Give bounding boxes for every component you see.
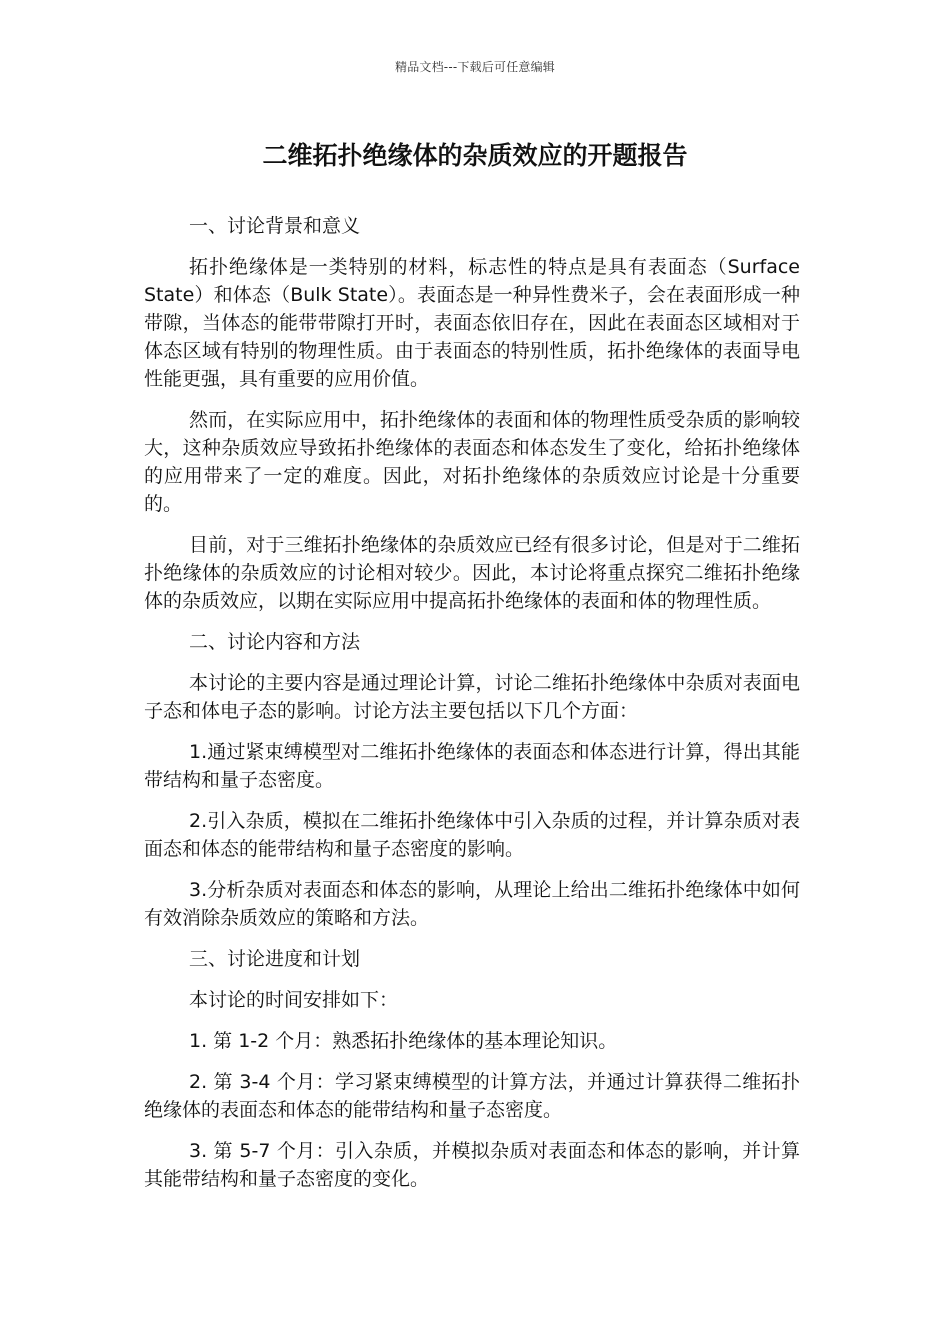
- paragraph: 本讨论的时间安排如下：: [189, 989, 399, 1011]
- header-note: 精品文档---下载后可任意编辑: [395, 60, 555, 74]
- section-heading-schedule: 三、讨论进度和计划: [189, 948, 361, 970]
- document-body: [144, 212, 800, 1206]
- list-item: 3.分析杂质对表面态和体态的影响，从理论上给出二维拓扑绝缘体中如何有效消除杂质效应的策略和方法。: [144, 879, 800, 929]
- list-item: 1. 第 1-2 个月：熟悉拓扑绝缘体的基本理论知识。: [189, 1030, 618, 1052]
- paragraph: 然而，在实际应用中，拓扑绝缘体的表面和体的物理性质受杂质的影响较大，这种杂质效应导致拓扑绝缘体的表面态和体态发生了变化，给拓扑绝缘体的应用带来了一定的难度。因此，对拓扑绝缘体的杂质效应讨论是十分重要的。: [144, 409, 800, 515]
- list-item: 2. 第 3-4 个月：学习紧束缚模型的计算方法，并通过计算获得二维拓扑绝缘体的表面态和体态的能带结构和量子态密度。: [144, 1071, 800, 1121]
- list-item: 1.通过紧束缚模型对二维拓扑绝缘体的表面态和体态进行计算，得出其能带结构和量子态密度。: [144, 741, 800, 791]
- document-title: 二维拓扑绝缘体的杂质效应的开题报告: [262, 141, 688, 170]
- paragraph: 目前，对于三维拓扑绝缘体的杂质效应已经有很多讨论，但是对于二维拓扑绝缘体的杂质效应的讨论相对较少。因此，本讨论将重点探究二维拓扑绝缘体的杂质效应，以期在实际应用中提高拓扑绝缘体的表面和体的物理性质。: [144, 534, 800, 612]
- paragraph: 本讨论的主要内容是通过理论计算，讨论二维拓扑绝缘体中杂质对表面电子态和体电子态的影响。讨论方法主要包括以下几个方面：: [144, 672, 800, 722]
- paragraph: 拓扑绝缘体是一类特别的材料，标志性的特点是具有表面态（Surface State）和体态（Bulk State）。表面态是一种异性费米子，会在表面形成一种带隙，当体态的能带带隙打开时，表面态依旧存在，因此在表面态区域相对于体态区域有特别的物理性质。由于表面态的特别性质，拓扑绝缘体的表面导电性能更强，具有重要的应用价值。: [144, 256, 800, 390]
- section-heading-background: 一、讨论背景和意义: [189, 215, 361, 237]
- list-item: 2.引入杂质，模拟在二维拓扑绝缘体中引入杂质的过程，并计算杂质对表面态和体态的能带结构和量子态密度的影响。: [144, 810, 800, 860]
- section-heading-content-methods: 二、讨论内容和方法: [189, 631, 361, 653]
- list-item: 3. 第 5-7 个月：引入杂质，并模拟杂质对表面态和体态的影响，并计算其能带结构和量子态密度的变化。: [144, 1140, 800, 1190]
